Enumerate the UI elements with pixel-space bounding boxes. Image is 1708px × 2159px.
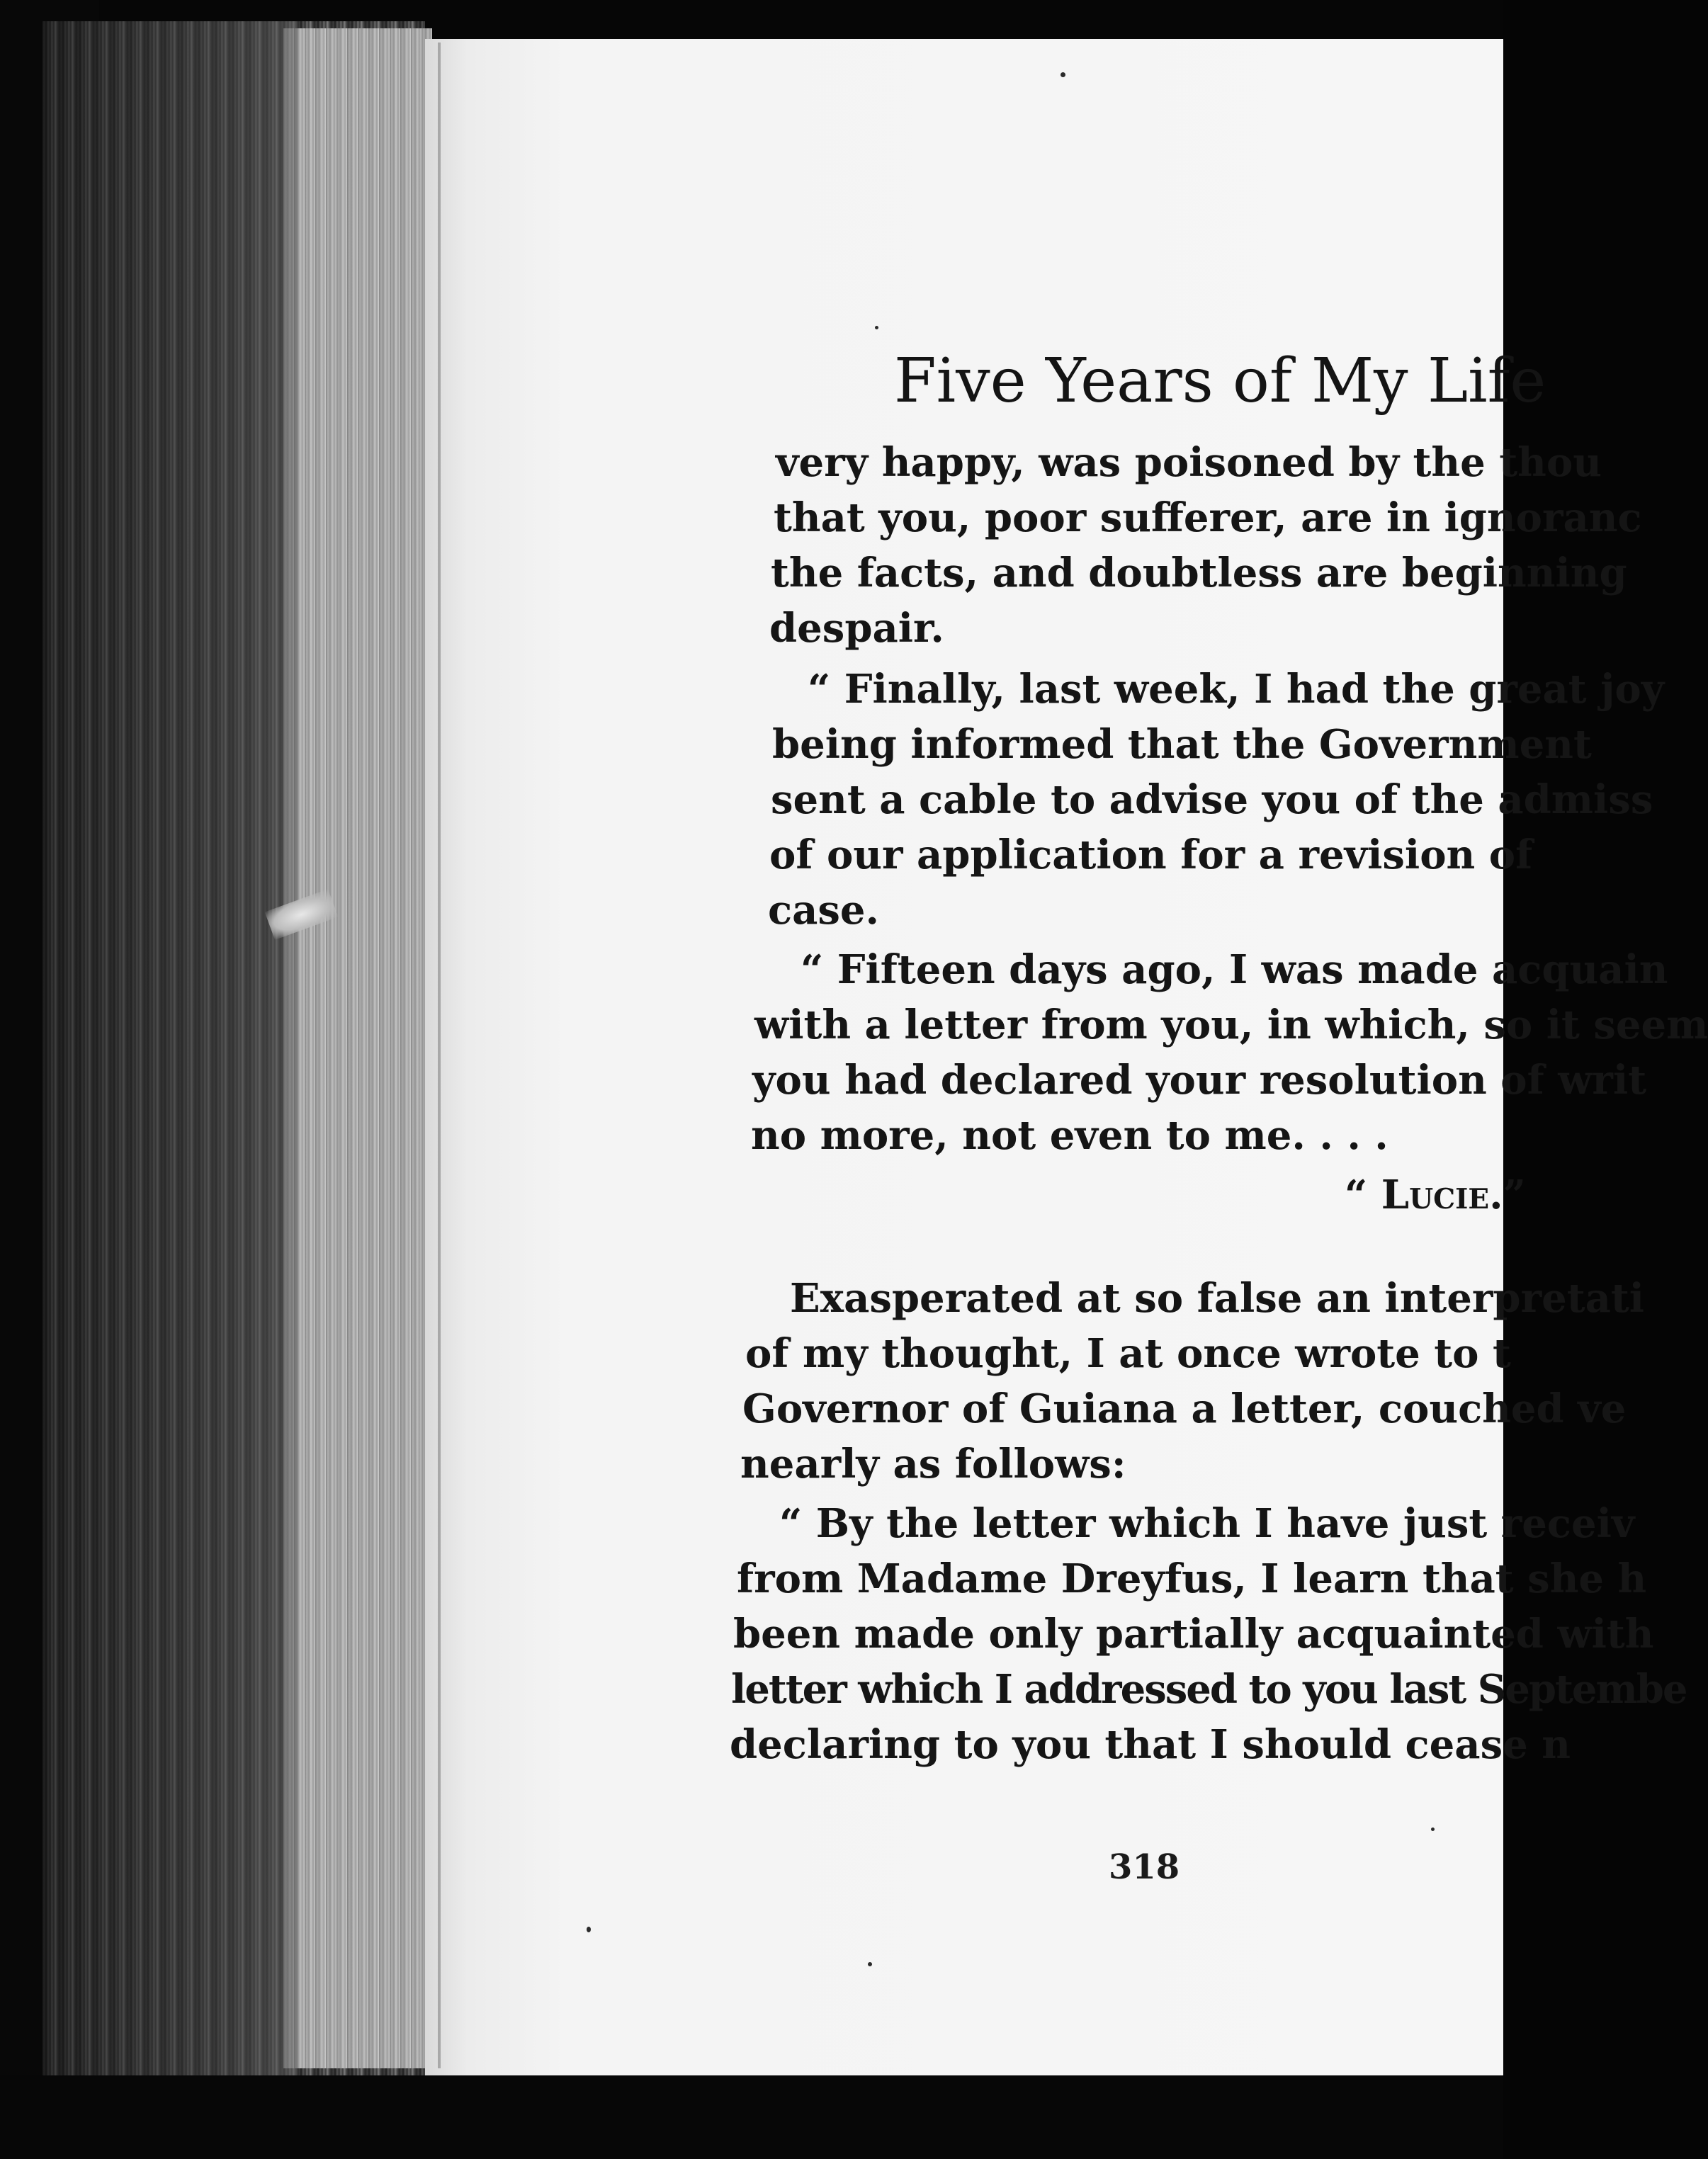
signature-line: “ Lucie.” <box>1345 1172 1526 1218</box>
text-line: “ Fifteen days ago, I was made acquain <box>801 946 1668 993</box>
text-line: “ Finally, last week, I had the great joy <box>808 666 1665 713</box>
text-line: been made only partially acquainted with <box>733 1611 1654 1658</box>
scan-background-bottom <box>0 2075 1503 2159</box>
text-line: with a letter from you, in which, so it seem <box>754 1002 1708 1048</box>
text-line: letter which I addressed to you last Septembe <box>731 1666 1687 1713</box>
text-line: “ By the letter which I have just receiv <box>779 1500 1635 1547</box>
running-head: Five Years of My Life <box>894 346 1546 416</box>
text-line: very happy, was poisoned by the thou <box>776 439 1602 486</box>
text-line: of our application for a revision of <box>769 832 1533 878</box>
text-line: no more, not even to me. . . . <box>751 1112 1389 1159</box>
text-line: Exasperated at so false an interpretati <box>790 1275 1644 1322</box>
text-line: the facts, and doubtless are beginning <box>771 550 1627 596</box>
page-number: 318 <box>1109 1847 1180 1887</box>
text-line: being informed that the Government <box>772 721 1592 768</box>
text-line: from Madame Dreyfus, I learn that she h <box>737 1556 1647 1602</box>
text-line: despair. <box>769 605 944 652</box>
dust-speck <box>875 326 878 329</box>
text-line: of my thought, I at once wrote to t <box>745 1330 1511 1377</box>
text-line: Governor of Guiana a letter, couched ve <box>742 1386 1627 1432</box>
book-fore-edge-shadow <box>43 21 298 2075</box>
text-line: sent a cable to advise you of the admiss <box>771 776 1653 823</box>
text-line: that you, poor sufferer, are in ignoranc <box>774 494 1642 541</box>
dust-speck <box>587 1927 591 1932</box>
page-body-text <box>730 439 1708 2033</box>
text-line: you had declared your resolution of writ <box>752 1057 1647 1104</box>
text-line: nearly as follows: <box>740 1441 1126 1488</box>
book-fore-edge-highlight <box>283 28 432 2068</box>
text-line: declaring to you that I should cease n <box>730 1721 1571 1768</box>
text-line: case. <box>768 887 880 934</box>
page-gutter-line <box>438 42 441 2068</box>
dust-speck <box>1061 72 1065 77</box>
